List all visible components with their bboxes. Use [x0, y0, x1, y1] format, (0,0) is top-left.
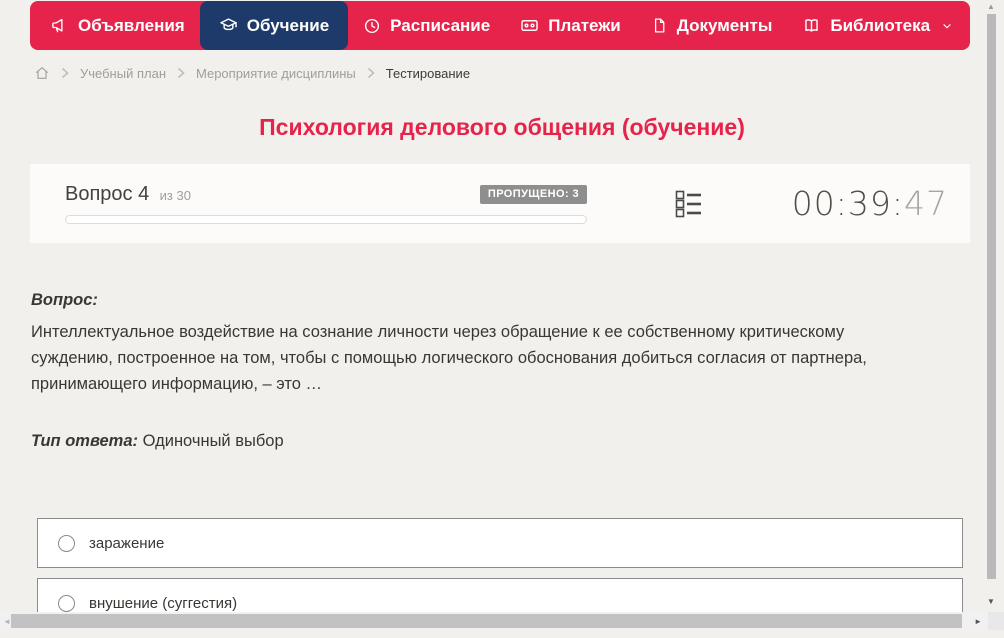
breadcrumb-item-testing: Тестирование	[385, 65, 471, 81]
graduation-cap-icon	[219, 16, 238, 35]
question-number-label: Вопрос 4	[65, 183, 150, 205]
page-title: Психология делового общения (обучение)	[259, 114, 745, 140]
radio-button-icon[interactable]	[58, 595, 75, 612]
answer-type-label: Тип ответа:	[31, 432, 139, 450]
scroll-right-arrow-icon[interactable]: ►	[974, 616, 982, 626]
breadcrumb-item-discipline-event[interactable]: Мероприятие дисциплины	[196, 65, 356, 81]
scroll-up-arrow-icon[interactable]: ▲	[987, 2, 995, 11]
radio-button-icon[interactable]	[58, 535, 75, 552]
breadcrumb-chevron-icon	[367, 67, 375, 79]
answer-type-value: Одиночный выбор	[142, 432, 284, 450]
home-icon[interactable]	[34, 65, 50, 81]
nav-item-label: Расписание	[390, 15, 491, 35]
timer	[792, 184, 948, 223]
nav-item-library[interactable]	[787, 1, 968, 50]
question-list-icon[interactable]	[675, 189, 702, 219]
vertical-scrollbar[interactable]	[983, 0, 999, 610]
nav-item-schedule[interactable]	[348, 1, 505, 50]
credit-card-icon	[520, 16, 539, 35]
chevron-down-icon	[941, 20, 953, 32]
scroll-down-arrow-icon[interactable]: ▼	[987, 597, 995, 606]
question-header-card	[30, 164, 970, 243]
question-label: Вопрос:	[31, 291, 98, 309]
nav-item-label: Объявления	[78, 15, 185, 35]
nav-item-label: Библиотека	[830, 15, 931, 35]
timer-main: 00:39:	[791, 184, 904, 223]
scroll-left-arrow-icon[interactable]: ◄	[3, 616, 11, 626]
question-total-label: из 30	[159, 188, 191, 203]
nav-item-announcements[interactable]	[36, 1, 200, 50]
answer-option-label: заражение	[89, 534, 165, 552]
question-body	[31, 291, 936, 451]
answer-option-1[interactable]	[37, 518, 963, 568]
main-nav	[30, 1, 970, 50]
question-number	[65, 183, 191, 206]
nav-item-label: Обучение	[246, 15, 330, 35]
horizontal-scrollbar-thumb[interactable]	[11, 614, 962, 628]
book-icon	[802, 16, 821, 35]
answer-option-label: внушение (суггестия)	[89, 594, 238, 612]
horizontal-scrollbar[interactable]	[0, 612, 988, 630]
nav-item-payments[interactable]	[505, 1, 636, 50]
breadcrumb-item-curriculum[interactable]: Учебный план	[80, 65, 166, 81]
megaphone-icon	[51, 17, 69, 35]
clock-icon	[363, 17, 381, 35]
breadcrumb	[34, 62, 470, 84]
answer-type-row	[31, 432, 936, 451]
nav-item-label: Платежи	[548, 15, 621, 35]
question-progress-block	[65, 183, 587, 224]
breadcrumb-chevron-icon	[177, 67, 185, 79]
question-text: Интеллектуальное воздействие на сознание личности через обращение к ее собственному критическому суждению, построенное на том, чтобы с помощью логического обоснования добиться согласия от партнера, принимающего информацию, – это …	[31, 323, 867, 393]
vertical-scrollbar-thumb[interactable]	[987, 14, 996, 579]
document-icon	[651, 17, 668, 34]
skipped-badge: ПРОПУЩЕНО: 3	[480, 185, 587, 204]
nav-item-learning[interactable]	[200, 1, 348, 50]
scrollbar-corner	[988, 612, 1004, 630]
breadcrumb-chevron-icon	[61, 67, 69, 79]
timer-seconds: 47	[904, 184, 948, 223]
nav-item-documents[interactable]	[636, 1, 788, 50]
nav-item-label: Документы	[676, 15, 773, 35]
progress-bar	[65, 215, 587, 224]
